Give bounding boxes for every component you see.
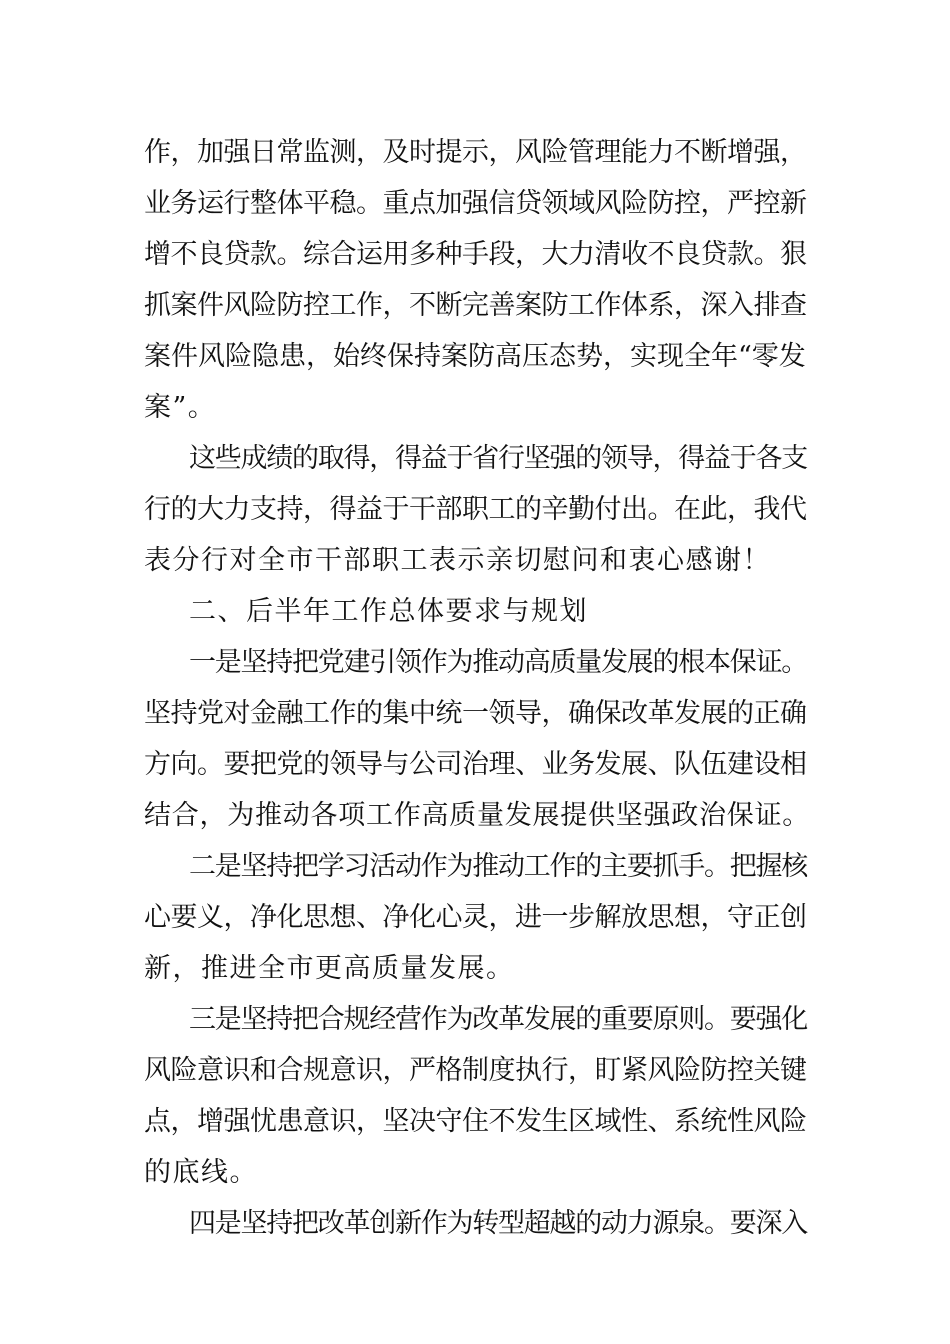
text-line: 四是坚持把改革创新作为转型超越的动力源泉。要深入: [189, 1208, 807, 1239]
text-line: 业务运行整体平稳。重点加强信贷领域风险防控，严控新: [144, 188, 807, 219]
paragraph-compliance: [144, 994, 810, 1198]
paragraph-acknowledgement: [144, 433, 810, 586]
text-line: 作，加强日常监测，及时提示，风险管理能力不断增强，: [144, 137, 807, 168]
text-line: 三是坚持把合规经营作为改革发展的重要原则。要强化: [189, 1004, 807, 1035]
section-heading-text: 二、后半年工作总体要求与规划: [189, 596, 588, 627]
paragraph-party-building: [144, 637, 810, 841]
section-heading: [144, 586, 810, 637]
paragraph-reform-innovation: [144, 1198, 810, 1249]
text-line: 行的大力支持，得益于干部职工的辛勤付出。在此，我代: [144, 494, 807, 525]
text-line: 一是坚持把党建引领作为推动高质量发展的根本保证。: [189, 647, 807, 678]
text-line: 方向。要把党的领导与公司治理、业务发展、队伍建设相: [144, 749, 807, 780]
text-line: 增不良贷款。综合运用多种手段，大力清收不良贷款。狠: [144, 239, 807, 270]
text-line: 坚持党对金融工作的集中统一领导，确保改革发展的正确: [144, 698, 807, 729]
text-line: 的底线。: [144, 1157, 258, 1188]
text-line: 这些成绩的取得，得益于省行坚强的领导，得益于各支: [189, 443, 807, 474]
paragraph-risk-management: [144, 127, 810, 433]
text-line: 表分行对全市干部职工表示亲切慰问和衷心感谢！: [144, 545, 771, 576]
text-line: 点，增强忧患意识，坚决守住不发生区域性、系统性风险: [144, 1106, 807, 1137]
text-line: 风险意识和合规意识，严格制度执行，盯紧风险防控关键: [144, 1055, 807, 1086]
text-line: 二是坚持把学习活动作为推动工作的主要抓手。把握核: [189, 851, 807, 882]
text-line: 案”。: [144, 392, 217, 423]
text-line: 新，推进全市更高质量发展。: [144, 953, 515, 984]
text-line: 抓案件风险防控工作，不断完善案防工作体系，深入排查: [144, 290, 807, 321]
text-line: 案件风险隐患，始终保持案防高压态势，实现全年“零发: [144, 341, 806, 372]
paragraph-learning-activity: [144, 841, 810, 994]
text-line: 心要义，净化思想、净化心灵，进一步解放思想，守正创: [144, 902, 807, 933]
text-line: 结合，为推动各项工作高质量发展提供坚强政治保证。: [144, 800, 810, 831]
document-body: [144, 127, 810, 1249]
